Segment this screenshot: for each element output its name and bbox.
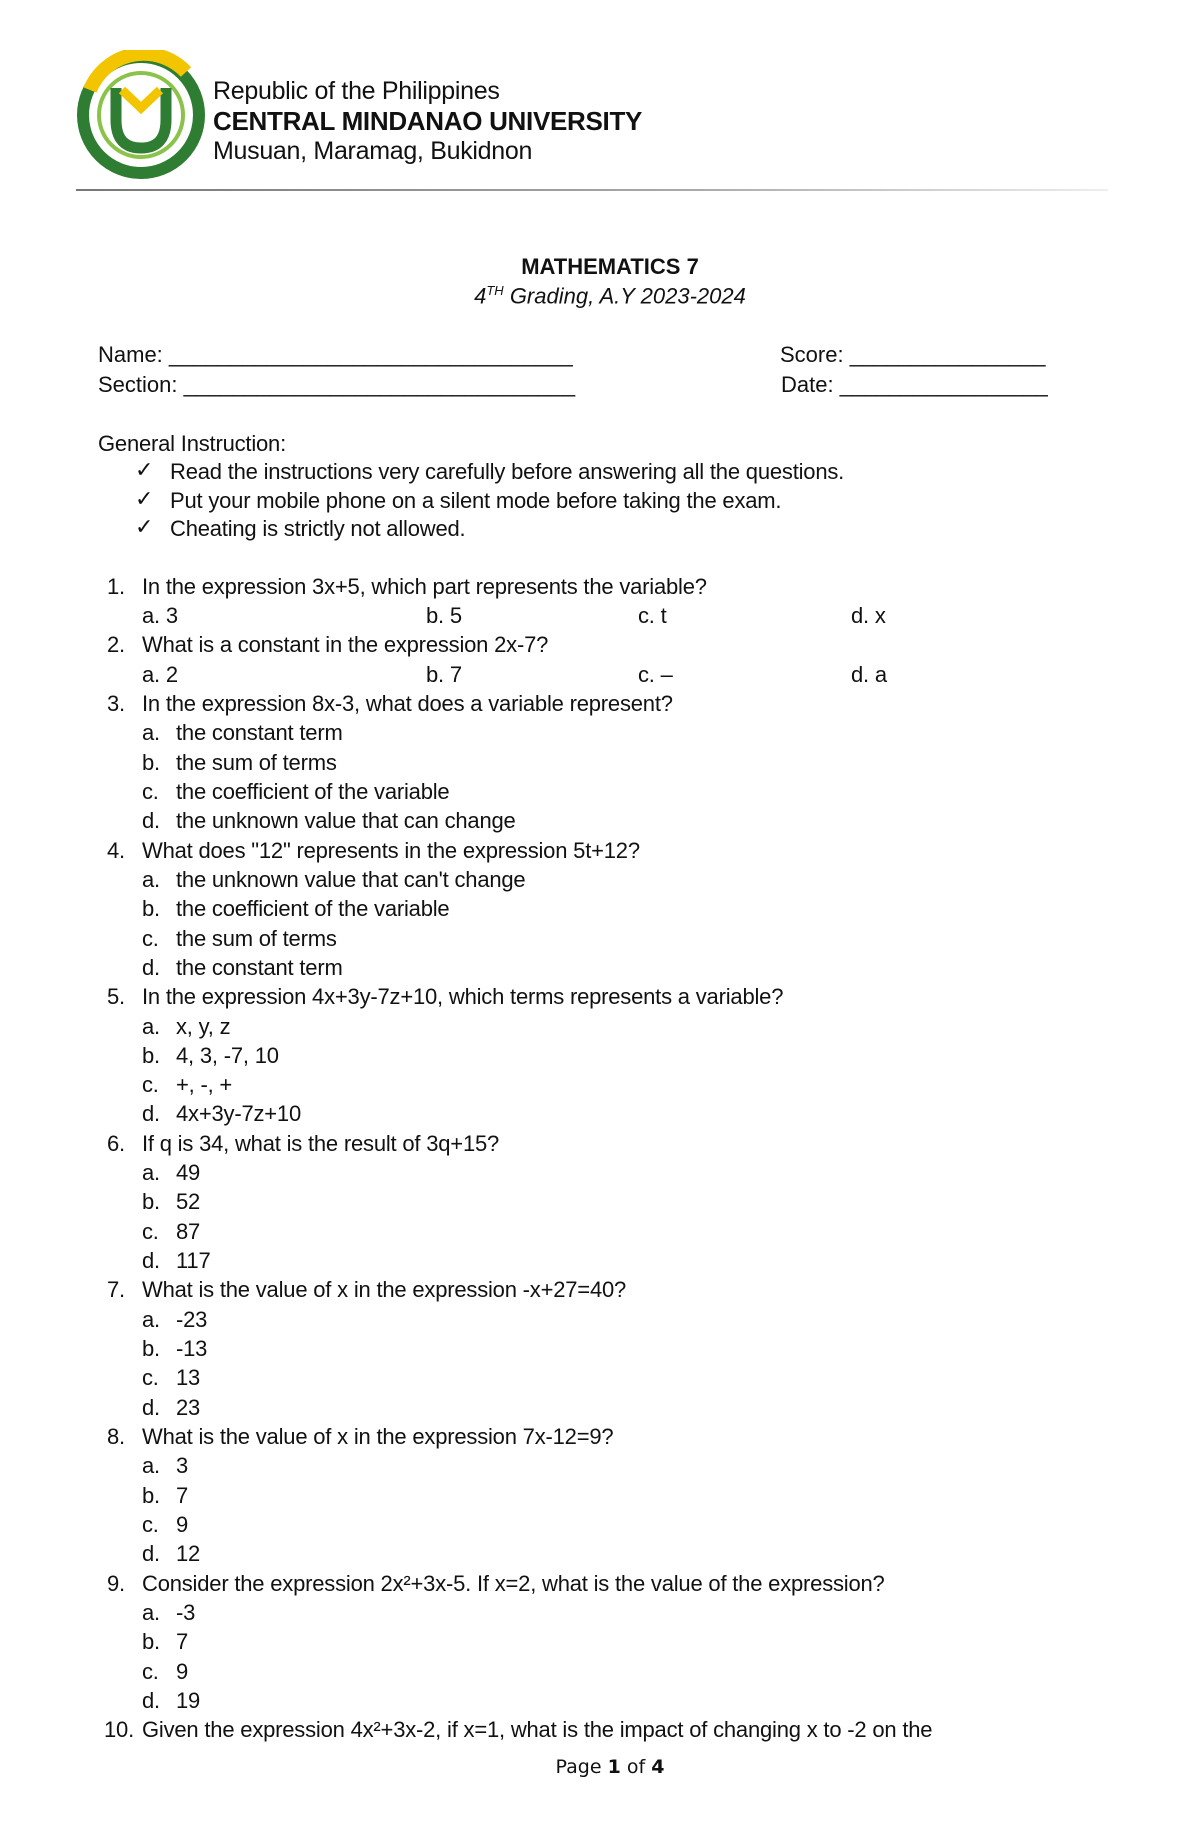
page-footer xyxy=(0,1756,1200,1778)
page-of: of xyxy=(620,1756,652,1778)
question-number: 2. xyxy=(107,632,125,657)
grading-text: Grading, A.Y 2023-2024 xyxy=(503,283,746,309)
choice-text: 9 xyxy=(176,1659,189,1684)
choice-text: 23 xyxy=(176,1395,201,1420)
question-text: Consider the expression 2x²+3x-5. If x=2, what is the value of the expression? xyxy=(142,1571,885,1596)
choice-letter: b. xyxy=(142,896,160,921)
page-title: MATHEMATICS 7 xyxy=(521,254,699,279)
university-logo xyxy=(76,50,206,180)
choice-letter: a. xyxy=(142,1014,160,1039)
question-text: What does "12" represents in the expression 5t+12? xyxy=(142,838,640,863)
header-address: Musuan, Maramag, Bukidnon xyxy=(213,137,533,165)
checkmark-icon: ✓ xyxy=(135,486,154,511)
question-text: In the expression 3x+5, which part represents the variable? xyxy=(142,574,707,599)
choice-text: 7 xyxy=(176,1629,189,1654)
choice-text: 19 xyxy=(176,1688,201,1713)
choice-letter: a. xyxy=(142,1453,160,1478)
instruction-item: Read the instructions very carefully before answering all the questions. xyxy=(170,459,845,484)
choice-letter: d. xyxy=(142,1101,160,1126)
choice-letter: d. xyxy=(142,1248,160,1273)
choice-text: 3 xyxy=(176,1453,189,1478)
choice-a: a. 3 xyxy=(142,603,178,628)
choice-letter: c. xyxy=(142,1219,159,1244)
choice-letter: c. xyxy=(142,1072,159,1097)
choice-letter: a. xyxy=(142,1160,160,1185)
choice-text: -3 xyxy=(176,1600,196,1625)
question-number: 4. xyxy=(107,838,125,863)
choice-text: the unknown value that can change xyxy=(176,808,516,833)
question-number: 7. xyxy=(107,1277,125,1302)
choice-c: c. t xyxy=(638,603,667,628)
choice-letter: c. xyxy=(142,926,159,951)
choice-d: d. a xyxy=(851,662,887,687)
question-text: What is the value of x in the expression -x+27=40? xyxy=(142,1277,627,1302)
question-number: 8. xyxy=(107,1424,125,1449)
choice-letter: a. xyxy=(142,720,160,745)
choice-letter: d. xyxy=(142,1541,160,1566)
choice-b: b. 7 xyxy=(426,662,462,687)
choice-d: d. x xyxy=(851,603,886,628)
score-field[interactable]: Score: ________________ xyxy=(780,342,1046,367)
choice-text: 12 xyxy=(176,1541,201,1566)
choice-letter: b. xyxy=(142,1629,160,1654)
choice-letter: d. xyxy=(142,1395,160,1420)
choice-text: -23 xyxy=(176,1307,208,1332)
choice-text: the constant term xyxy=(176,720,343,745)
choice-text: 87 xyxy=(176,1219,201,1244)
question-text: In the expression 4x+3y-7z+10, which terms represents a variable? xyxy=(142,984,784,1009)
choice-text: 49 xyxy=(176,1160,201,1185)
choice-text: 4, 3, -7, 10 xyxy=(176,1043,279,1068)
choice-letter: a. xyxy=(142,1600,160,1625)
choice-text: the coefficient of the variable xyxy=(176,896,450,921)
choice-b: b. 5 xyxy=(426,603,462,628)
choice-letter: b. xyxy=(142,1483,160,1508)
header-university: CENTRAL MINDANAO UNIVERSITY xyxy=(213,106,643,136)
page-number: 1 xyxy=(607,1756,621,1778)
choice-letter: d. xyxy=(142,808,160,833)
choice-text: 52 xyxy=(176,1189,201,1214)
question-text: What is a constant in the expression 2x-7? xyxy=(142,632,549,657)
question-number: 1. xyxy=(107,574,125,599)
choice-text: x, y, z xyxy=(176,1014,231,1039)
instruction-item: Put your mobile phone on a silent mode before taking the exam. xyxy=(170,488,782,513)
choice-c: c. – xyxy=(638,662,673,687)
choice-letter: c. xyxy=(142,1365,159,1390)
question-text: In the expression 8x-3, what does a variable represent? xyxy=(142,691,673,716)
choice-letter: b. xyxy=(142,1336,160,1361)
section-field[interactable]: Section: ________________________________ xyxy=(98,372,576,397)
instruction-item: Cheating is strictly not allowed. xyxy=(170,516,466,541)
choice-text: 7 xyxy=(176,1483,189,1508)
question-number: 6. xyxy=(107,1131,125,1156)
question-text: Given the expression 4x²+3x-2, if x=1, what is the impact of changing x to -2 on the xyxy=(142,1717,933,1742)
choice-text: the unknown value that can't change xyxy=(176,867,526,892)
page-subtitle xyxy=(0,283,1200,309)
choice-text: the constant term xyxy=(176,955,343,980)
choice-text: 117 xyxy=(176,1248,211,1273)
choice-letter: c. xyxy=(142,779,159,804)
question-number: 9. xyxy=(107,1571,125,1596)
page-total: 4 xyxy=(651,1756,665,1778)
header-republic: Republic of the Philippines xyxy=(213,77,500,105)
choice-letter: a. xyxy=(142,867,160,892)
choice-text: 4x+3y-7z+10 xyxy=(176,1101,301,1126)
question-text: If q is 34, what is the result of 3q+15? xyxy=(142,1131,500,1156)
date-field[interactable]: Date: _________________ xyxy=(781,372,1048,397)
question-number: 10. xyxy=(104,1717,134,1742)
header-divider xyxy=(76,189,1108,191)
choice-a: a. 2 xyxy=(142,662,178,687)
choice-letter: d. xyxy=(142,1688,160,1713)
checkmark-icon: ✓ xyxy=(135,514,154,539)
choice-text: 13 xyxy=(176,1365,201,1390)
choice-text: the sum of terms xyxy=(176,750,337,775)
checkmark-icon: ✓ xyxy=(135,457,154,482)
question-number: 5. xyxy=(107,984,125,1009)
choice-letter: b. xyxy=(142,1189,160,1214)
question-text: What is the value of x in the expression 7x-12=9? xyxy=(142,1424,614,1449)
choice-text: 9 xyxy=(176,1512,189,1537)
choice-text: +, -, + xyxy=(176,1072,233,1097)
choice-letter: c. xyxy=(142,1659,159,1684)
choice-letter: c. xyxy=(142,1512,159,1537)
choice-text: the sum of terms xyxy=(176,926,337,951)
choice-letter: b. xyxy=(142,750,160,775)
question-number: 3. xyxy=(107,691,125,716)
choice-text: -13 xyxy=(176,1336,208,1361)
choice-letter: b. xyxy=(142,1043,160,1068)
choice-text: the coefficient of the variable xyxy=(176,779,450,804)
instructions-heading: General Instruction: xyxy=(98,431,286,456)
choice-letter: d. xyxy=(142,955,160,980)
grading-number: 4 xyxy=(474,283,487,309)
grading-suffix: TH xyxy=(486,283,504,298)
header-text xyxy=(213,76,642,166)
name-field[interactable]: Name: _________________________________ xyxy=(98,342,573,367)
choice-letter: a. xyxy=(142,1307,160,1332)
page-prefix: Page xyxy=(555,1756,608,1778)
